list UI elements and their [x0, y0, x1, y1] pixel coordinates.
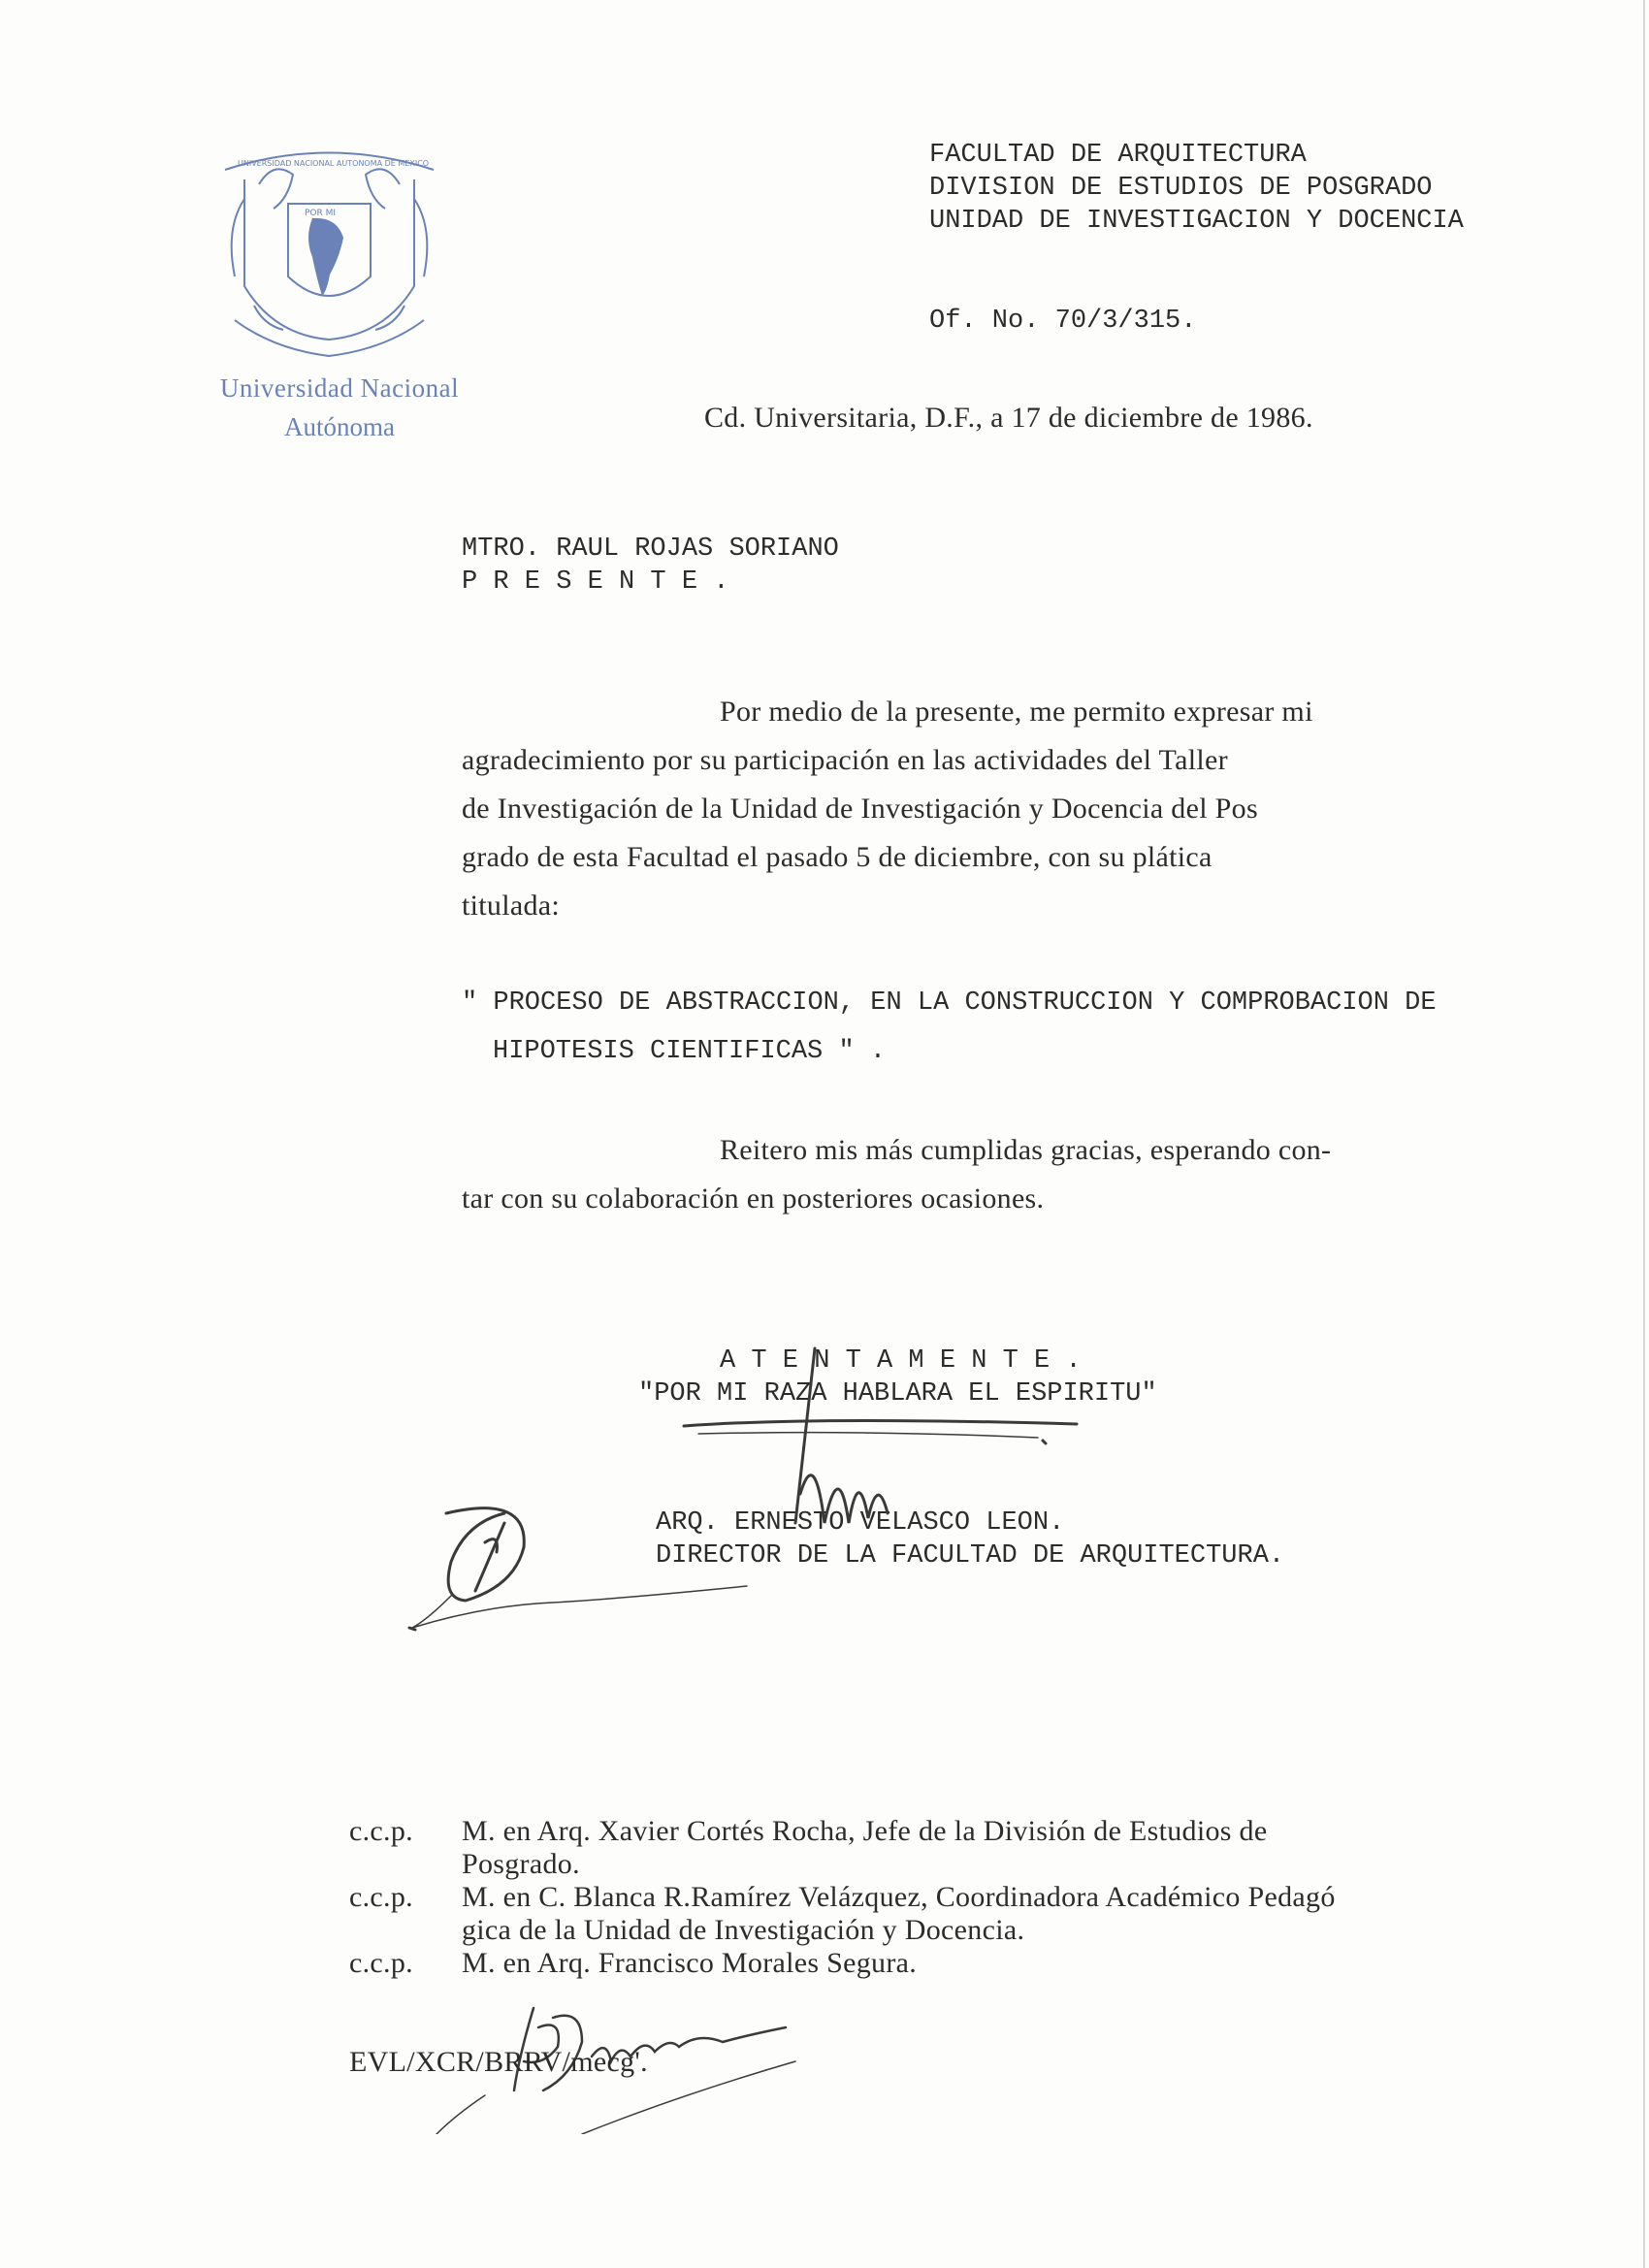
- paragraph-line: de Investigación de la Unidad de Investigación y Docencia del Pos: [462, 793, 1258, 825]
- ccp-line: M. en Arq. Francisco Morales Segura.: [462, 1947, 918, 1979]
- header-unit: UNIDAD DE INVESTIGACION Y DOCENCIA: [929, 207, 1464, 236]
- university-motto: "POR MI RAZA HABLARA EL ESPIRITU": [638, 1379, 1157, 1409]
- recipient-name: MTRO. RAUL ROJAS SORIANO: [462, 535, 839, 564]
- svg-text:POR MI: POR MI: [305, 209, 337, 218]
- unam-logo: [194, 141, 485, 451]
- ccp-line: Posgrado.: [462, 1848, 580, 1880]
- ccp-line: M. en Arq. Xavier Cortés Rocha, Jefe de la División de Estudios de: [462, 1815, 1268, 1847]
- closing-paragraph-line2: tar con su colaboración en posteriores ocasiones.: [462, 1183, 1045, 1215]
- paper-edge: [1643, 0, 1645, 2268]
- paragraph-line: titulada:: [462, 890, 561, 922]
- logo-motto: UNIVERSIDAD NACIONAL AUTONOMA DE MEXICO: [238, 159, 430, 168]
- initial-signature-icon: [407, 1494, 757, 1639]
- logo-autonoma: Autónoma: [284, 412, 395, 441]
- talk-title-line1: " PROCESO DE ABSTRACCION, EN LA CONSTRUCCION Y COMPROBACION DE: [462, 988, 1437, 1018]
- recipient-presente: P R E S E N T E .: [462, 567, 729, 597]
- paragraph-line: Por medio de la presente, me permito expresar mi: [720, 696, 1313, 728]
- paragraph-line: agradecimiento por su participación en las actividades del Taller: [462, 744, 1228, 776]
- place-date: Cd. Universitaria, D.F., a 17 de diciembre de 1986.: [704, 402, 1313, 434]
- talk-title-line2: HIPOTESIS CIENTIFICAS " .: [493, 1037, 887, 1066]
- unam-coat-of-arms-icon: [215, 141, 443, 364]
- ccp-line: gica de la Unidad de Investigación y Docencia.: [462, 1914, 1025, 1946]
- logo-university-name: Universidad Nacional: [219, 373, 460, 403]
- typist-initials: EVL/XCR/BRRV/mecg'.: [349, 2046, 648, 2078]
- signer-title: DIRECTOR DE LA FACULTAD DE ARQUITECTURA.: [656, 1541, 1285, 1571]
- ccp-line: M. en C. Blanca R.Ramírez Velázquez, Coordinadora Académico Pedagó: [462, 1881, 1336, 1913]
- ccp-prefix: c.c.p.: [349, 1815, 413, 1847]
- atentamente: A T E N T A M E N T E .: [720, 1346, 1082, 1376]
- header-division: DIVISION DE ESTUDIOS DE POSGRADO: [929, 174, 1433, 203]
- paragraph-line: grado de esta Facultad el pasado 5 de diciembre, con su plática: [462, 841, 1212, 873]
- ccp-prefix: c.c.p.: [349, 1881, 413, 1913]
- ccp-prefix: c.c.p.: [349, 1947, 413, 1979]
- reference-number: Of. No. 70/3/315.: [929, 307, 1197, 336]
- signer-name: ARQ. ERNESTO VELASCO LEON.: [656, 1508, 1065, 1538]
- closing-paragraph-line1: Reitero mis más cumplidas gracias, esperando con-: [720, 1134, 1332, 1166]
- header-faculty: FACULTAD DE ARQUITECTURA: [929, 141, 1307, 170]
